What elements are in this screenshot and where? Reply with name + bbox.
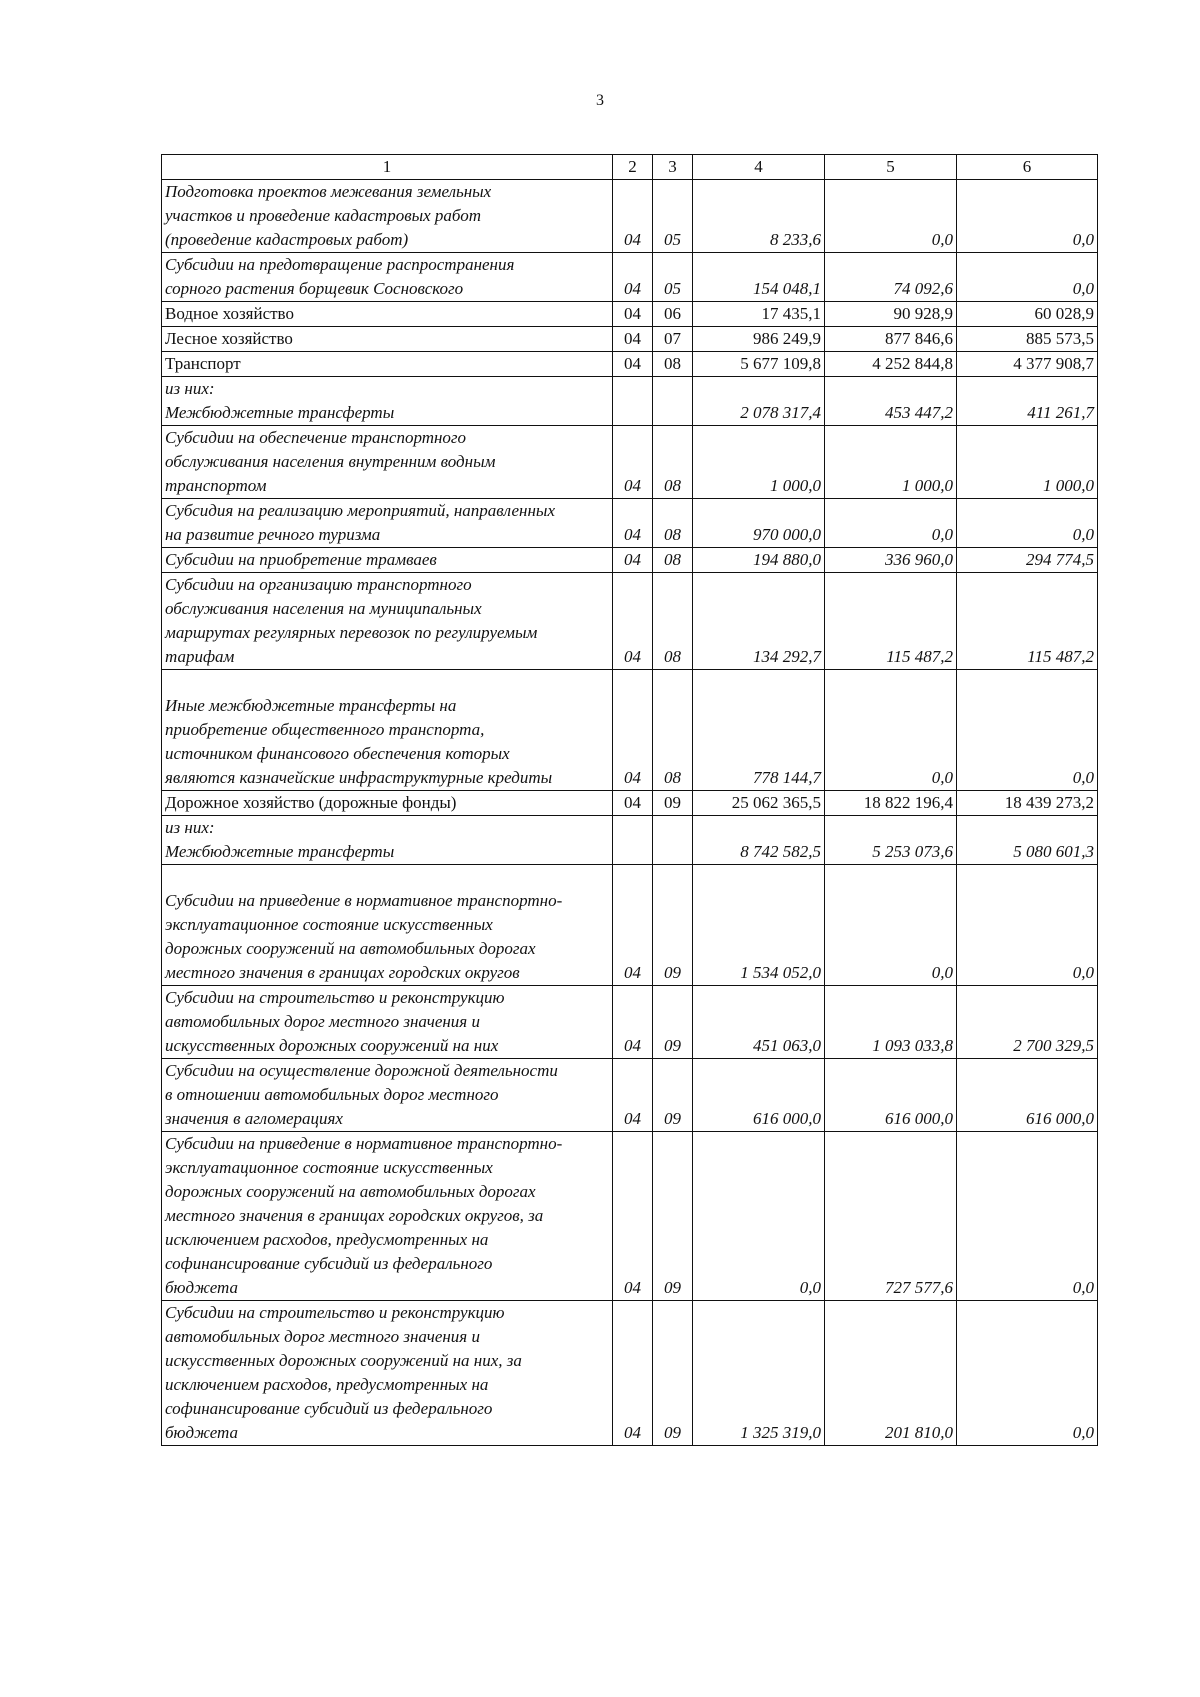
table-row xyxy=(162,180,1098,253)
row-value-col5-cell xyxy=(825,377,957,426)
row-value-col6-text: 18 439 273,2 xyxy=(1004,793,1094,812)
row-section-code-cell xyxy=(613,377,653,426)
row-section-code-text: 04 xyxy=(624,768,641,787)
table-row xyxy=(162,302,1098,327)
row-subsection-code-text: 08 xyxy=(664,476,681,495)
row-value-col6-text: 0,0 xyxy=(1072,525,1094,544)
row-section-code-cell xyxy=(613,327,653,352)
row-name-text: Субсидии на приобретение трамваев xyxy=(165,550,437,569)
row-section-code-text: 04 xyxy=(624,1109,641,1128)
row-subsection-code-cell xyxy=(653,327,693,352)
row-name-text: Субсидии на приведение в нормативное транспортно- эксплуатационное состояние искусственных дорожных сооружений на автомобильных дорогах местного значения в границах городских округов xyxy=(165,891,563,982)
row-name-cell xyxy=(162,1132,613,1301)
row-section-code-text: 04 xyxy=(624,550,641,569)
row-name-text: Субсидия на реализацию мероприятий, направленных на развитие речного туризма xyxy=(165,501,555,544)
row-value-col6-text: 294 774,5 xyxy=(1026,550,1094,569)
table-row xyxy=(162,499,1098,548)
row-section-code-text: 04 xyxy=(624,1278,641,1297)
row-value-col6-cell xyxy=(957,573,1098,670)
table-row xyxy=(162,865,1098,986)
row-subsection-code-cell xyxy=(653,865,693,986)
row-value-col5-text: 5 253 073,6 xyxy=(872,842,953,861)
row-value-col5-text: 727 577,6 xyxy=(885,1278,953,1297)
row-value-col4-text: 134 292,7 xyxy=(753,647,821,666)
row-section-code-cell xyxy=(613,573,653,670)
row-value-col5-text: 453 447,2 xyxy=(885,403,953,422)
row-section-code-cell xyxy=(613,670,653,791)
row-section-code-text: 04 xyxy=(624,525,641,544)
row-subsection-code-text: 08 xyxy=(664,647,681,666)
row-value-col6-text: 411 261,7 xyxy=(1027,403,1094,422)
table-row xyxy=(162,327,1098,352)
row-name-cell xyxy=(162,791,613,816)
row-value-col6-cell xyxy=(957,816,1098,865)
row-subsection-code-cell xyxy=(653,352,693,377)
row-section-code-cell xyxy=(613,865,653,986)
row-value-col6-cell xyxy=(957,791,1098,816)
row-value-col4-text: 1 000,0 xyxy=(770,476,821,495)
row-value-col6-cell xyxy=(957,352,1098,377)
row-section-code-text: 04 xyxy=(624,304,641,323)
row-name-text: Субсидии на приведение в нормативное транспортно- эксплуатационное состояние искусственных дорожных сооружений на автомобильных дорогах местного значения в границах городских округов, за исключением расходов, предусмотренных на софинансирование субсидий из федерального бюджета xyxy=(165,1134,563,1297)
row-value-col5-cell xyxy=(825,1301,957,1446)
row-value-col6-text: 1 000,0 xyxy=(1043,476,1094,495)
row-value-col6-text: 60 028,9 xyxy=(1034,304,1094,323)
row-value-col4-cell xyxy=(693,865,825,986)
row-name-cell xyxy=(162,253,613,302)
row-section-code-cell xyxy=(613,302,653,327)
row-name-cell xyxy=(162,180,613,253)
row-value-col5-text: 0,0 xyxy=(931,525,953,544)
row-name-text: Подготовка проектов межевания земельных участков и проведение кадастровых работ (проведение кадастровых работ) xyxy=(165,182,492,249)
row-value-col5-cell xyxy=(825,352,957,377)
row-value-col5-text: 0,0 xyxy=(931,963,953,982)
row-value-col4-cell xyxy=(693,573,825,670)
row-subsection-code-cell xyxy=(653,573,693,670)
row-value-col4-cell xyxy=(693,816,825,865)
row-value-col4-cell xyxy=(693,548,825,573)
row-value-col5-cell xyxy=(825,816,957,865)
row-value-col6-text: 0,0 xyxy=(1072,768,1094,787)
row-section-code-cell xyxy=(613,352,653,377)
row-subsection-code-cell xyxy=(653,1301,693,1446)
row-value-col4-cell xyxy=(693,499,825,548)
row-subsection-code-cell xyxy=(653,253,693,302)
row-value-col4-cell xyxy=(693,670,825,791)
row-value-col5-cell xyxy=(825,302,957,327)
row-value-col5-text: 201 810,0 xyxy=(885,1423,953,1442)
row-value-col5-text: 0,0 xyxy=(931,768,953,787)
row-value-col4-cell xyxy=(693,1132,825,1301)
row-value-col6-text: 115 487,2 xyxy=(1027,647,1094,666)
row-subsection-code-cell xyxy=(653,1132,693,1301)
row-subsection-code-text: 09 xyxy=(664,963,681,982)
row-value-col6-text: 2 700 329,5 xyxy=(1013,1036,1094,1055)
row-value-col4-cell xyxy=(693,791,825,816)
table-header-row xyxy=(162,155,1098,180)
row-name-text: Водное хозяйство xyxy=(165,304,294,323)
row-name-cell xyxy=(162,377,613,426)
row-value-col5-text: 1 000,0 xyxy=(902,476,953,495)
row-subsection-code-cell xyxy=(653,499,693,548)
row-name-text: Субсидии на строительство и реконструкцию автомобильных дорог местного значения и искусственных дорожных сооружений на них, за исключением расходов, предусмотренных на софинансирование субсидий из федерального бюджета xyxy=(165,1303,522,1442)
row-value-col5-cell xyxy=(825,548,957,573)
row-value-col5-text: 18 822 196,4 xyxy=(863,793,953,812)
row-value-col6-cell xyxy=(957,670,1098,791)
row-name-cell xyxy=(162,499,613,548)
row-value-col5-text: 336 960,0 xyxy=(885,550,953,569)
row-subsection-code-cell xyxy=(653,1059,693,1132)
row-value-col5-text: 74 092,6 xyxy=(893,279,953,298)
row-value-col5-cell xyxy=(825,426,957,499)
row-value-col6-cell xyxy=(957,327,1098,352)
row-section-code-cell xyxy=(613,1132,653,1301)
row-subsection-code-text: 09 xyxy=(664,1278,681,1297)
row-value-col4-cell xyxy=(693,180,825,253)
row-name-text: Субсидии на строительство и реконструкцию автомобильных дорог местного значения и искусственных дорожных сооружений на них xyxy=(165,988,505,1055)
row-value-col4-cell xyxy=(693,986,825,1059)
row-subsection-code-cell xyxy=(653,791,693,816)
row-value-col6-text: 4 377 908,7 xyxy=(1013,354,1094,373)
row-value-col4-text: 1 325 319,0 xyxy=(740,1423,821,1442)
row-subsection-code-text: 06 xyxy=(664,304,681,323)
row-value-col4-cell xyxy=(693,1059,825,1132)
row-section-code-text: 04 xyxy=(624,1036,641,1055)
row-value-col4-text: 451 063,0 xyxy=(753,1036,821,1055)
row-name-text: из них: Межбюджетные трансферты xyxy=(165,818,395,861)
row-section-code-cell xyxy=(613,816,653,865)
row-subsection-code-text: 08 xyxy=(664,354,681,373)
row-value-col4-text: 154 048,1 xyxy=(753,279,821,298)
row-value-col6-cell xyxy=(957,499,1098,548)
row-value-col4-cell xyxy=(693,352,825,377)
row-value-col5-cell xyxy=(825,1132,957,1301)
header-col-2: 2 xyxy=(613,155,653,180)
row-section-code-cell xyxy=(613,253,653,302)
row-section-code-cell xyxy=(613,180,653,253)
row-name-cell xyxy=(162,327,613,352)
row-value-col5-text: 115 487,2 xyxy=(886,647,953,666)
table-row xyxy=(162,548,1098,573)
row-section-code-text: 04 xyxy=(624,963,641,982)
row-name-text: Лесное хозяйство xyxy=(165,329,293,348)
row-subsection-code-cell xyxy=(653,548,693,573)
row-value-col6-cell xyxy=(957,1132,1098,1301)
table-row xyxy=(162,791,1098,816)
row-value-col4-text: 970 000,0 xyxy=(753,525,821,544)
row-name-text: Дорожное хозяйство (дорожные фонды) xyxy=(165,793,457,812)
row-value-col6-cell xyxy=(957,302,1098,327)
row-subsection-code-cell xyxy=(653,816,693,865)
row-name-cell xyxy=(162,1059,613,1132)
table-row xyxy=(162,986,1098,1059)
row-value-col5-text: 1 093 033,8 xyxy=(872,1036,953,1055)
row-value-col5-cell xyxy=(825,253,957,302)
row-value-col6-cell xyxy=(957,548,1098,573)
row-value-col4-cell xyxy=(693,253,825,302)
row-value-col4-cell xyxy=(693,327,825,352)
row-value-col6-text: 5 080 601,3 xyxy=(1013,842,1094,861)
row-value-col5-cell xyxy=(825,791,957,816)
row-name-cell xyxy=(162,573,613,670)
row-value-col5-cell xyxy=(825,327,957,352)
row-value-col6-cell xyxy=(957,865,1098,986)
row-subsection-code-text: 05 xyxy=(664,279,681,298)
row-section-code-cell xyxy=(613,499,653,548)
row-section-code-text: 04 xyxy=(624,1423,641,1442)
table-row xyxy=(162,377,1098,426)
table-row xyxy=(162,1301,1098,1446)
row-value-col6-cell xyxy=(957,180,1098,253)
table-row xyxy=(162,1132,1098,1301)
row-value-col5-cell xyxy=(825,670,957,791)
row-value-col6-text: 0,0 xyxy=(1072,1423,1094,1442)
row-value-col4-text: 25 062 365,5 xyxy=(731,793,821,812)
row-name-text: Иные межбюджетные трансферты на приобретение общественного транспорта, источником финансового обеспечения которых являются казначейские инфраструктурные кредиты xyxy=(165,696,553,787)
header-col-6: 6 xyxy=(957,155,1098,180)
row-name-cell xyxy=(162,426,613,499)
row-value-col5-text: 877 846,6 xyxy=(885,329,953,348)
row-value-col5-text: 4 252 844,8 xyxy=(872,354,953,373)
row-subsection-code-text: 09 xyxy=(664,1109,681,1128)
row-subsection-code-cell xyxy=(653,377,693,426)
row-subsection-code-text: 09 xyxy=(664,1036,681,1055)
row-name-cell xyxy=(162,548,613,573)
row-subsection-code-cell xyxy=(653,180,693,253)
row-value-col5-text: 90 928,9 xyxy=(893,304,953,323)
row-section-code-text: 04 xyxy=(624,647,641,666)
table-row xyxy=(162,573,1098,670)
row-value-col6-text: 616 000,0 xyxy=(1026,1109,1094,1128)
row-section-code-cell xyxy=(613,548,653,573)
row-subsection-code-text: 09 xyxy=(664,1423,681,1442)
row-value-col4-text: 5 677 109,8 xyxy=(740,354,821,373)
row-value-col5-cell xyxy=(825,180,957,253)
row-value-col5-text: 616 000,0 xyxy=(885,1109,953,1128)
row-section-code-text: 04 xyxy=(624,793,641,812)
row-value-col4-text: 986 249,9 xyxy=(753,329,821,348)
row-value-col5-cell xyxy=(825,986,957,1059)
row-subsection-code-cell xyxy=(653,670,693,791)
row-value-col4-cell xyxy=(693,426,825,499)
header-col-1: 1 xyxy=(162,155,613,180)
row-value-col6-text: 0,0 xyxy=(1072,230,1094,249)
row-value-col5-cell xyxy=(825,573,957,670)
row-subsection-code-text: 08 xyxy=(664,550,681,569)
row-section-code-cell xyxy=(613,791,653,816)
row-value-col6-text: 0,0 xyxy=(1072,279,1094,298)
row-name-text: Субсидии на обеспечение транспортного обслуживания населения внутренним водным транспортом xyxy=(165,428,496,495)
row-section-code-cell xyxy=(613,1059,653,1132)
row-subsection-code-text: 07 xyxy=(664,329,681,348)
row-name-cell xyxy=(162,816,613,865)
row-value-col4-text: 0,0 xyxy=(799,1278,821,1297)
table-row xyxy=(162,352,1098,377)
row-value-col5-text: 0,0 xyxy=(931,230,953,249)
page-number: 3 xyxy=(596,92,604,109)
row-value-col4-text: 778 144,7 xyxy=(753,768,821,787)
row-value-col4-cell xyxy=(693,1301,825,1446)
row-section-code-text: 04 xyxy=(624,279,641,298)
row-subsection-code-cell xyxy=(653,426,693,499)
row-subsection-code-text: 08 xyxy=(664,768,681,787)
row-value-col4-text: 616 000,0 xyxy=(753,1109,821,1128)
row-section-code-cell xyxy=(613,1301,653,1446)
row-value-col6-cell xyxy=(957,1301,1098,1446)
row-value-col6-cell xyxy=(957,1059,1098,1132)
row-section-code-text: 04 xyxy=(624,230,641,249)
row-value-col6-text: 0,0 xyxy=(1072,963,1094,982)
row-value-col6-cell xyxy=(957,426,1098,499)
row-name-text: Транспорт xyxy=(165,354,241,373)
table-row xyxy=(162,816,1098,865)
row-value-col5-cell xyxy=(825,865,957,986)
row-name-cell xyxy=(162,670,613,791)
row-section-code-text: 04 xyxy=(624,329,641,348)
table-row xyxy=(162,670,1098,791)
row-section-code-cell xyxy=(613,426,653,499)
row-subsection-code-cell xyxy=(653,302,693,327)
header-col-4: 4 xyxy=(693,155,825,180)
row-value-col6-cell xyxy=(957,986,1098,1059)
row-value-col6-cell xyxy=(957,377,1098,426)
row-section-code-text: 04 xyxy=(624,476,641,495)
header-col-5: 5 xyxy=(825,155,957,180)
row-value-col6-text: 885 573,5 xyxy=(1026,329,1094,348)
budget-table xyxy=(161,154,1098,1446)
table-row xyxy=(162,1059,1098,1132)
header-col-3: 3 xyxy=(653,155,693,180)
row-value-col4-text: 194 880,0 xyxy=(753,550,821,569)
table-row xyxy=(162,426,1098,499)
row-value-col4-text: 8 233,6 xyxy=(770,230,821,249)
row-value-col5-cell xyxy=(825,499,957,548)
row-name-text: из них: Межбюджетные трансферты xyxy=(165,379,395,422)
row-subsection-code-text: 05 xyxy=(664,230,681,249)
row-name-text: Субсидии на предотвращение распространения сорного растения борщевик Сосновского xyxy=(165,255,515,298)
row-value-col4-text: 2 078 317,4 xyxy=(740,403,821,422)
row-subsection-code-text: 09 xyxy=(664,793,681,812)
row-value-col6-text: 0,0 xyxy=(1072,1278,1094,1297)
row-value-col6-cell xyxy=(957,253,1098,302)
row-name-text: Субсидии на осуществление дорожной деятельности в отношении автомобильных дорог местного значения в агломерациях xyxy=(165,1061,558,1128)
row-value-col4-cell xyxy=(693,302,825,327)
row-subsection-code-text: 08 xyxy=(664,525,681,544)
row-section-code-text: 04 xyxy=(624,354,641,373)
row-value-col4-cell xyxy=(693,377,825,426)
row-name-cell xyxy=(162,865,613,986)
row-name-cell xyxy=(162,1301,613,1446)
row-subsection-code-cell xyxy=(653,986,693,1059)
row-name-text: Субсидии на организацию транспортного обслуживания населения на муниципальных маршрутах регулярных перевозок по регулируемым тарифам xyxy=(165,575,538,666)
row-name-cell xyxy=(162,352,613,377)
row-name-cell xyxy=(162,986,613,1059)
row-value-col4-text: 17 435,1 xyxy=(761,304,821,323)
row-value-col4-text: 1 534 052,0 xyxy=(740,963,821,982)
table-row xyxy=(162,253,1098,302)
row-section-code-cell xyxy=(613,986,653,1059)
row-value-col4-text: 8 742 582,5 xyxy=(740,842,821,861)
row-name-cell xyxy=(162,302,613,327)
row-value-col5-cell xyxy=(825,1059,957,1132)
